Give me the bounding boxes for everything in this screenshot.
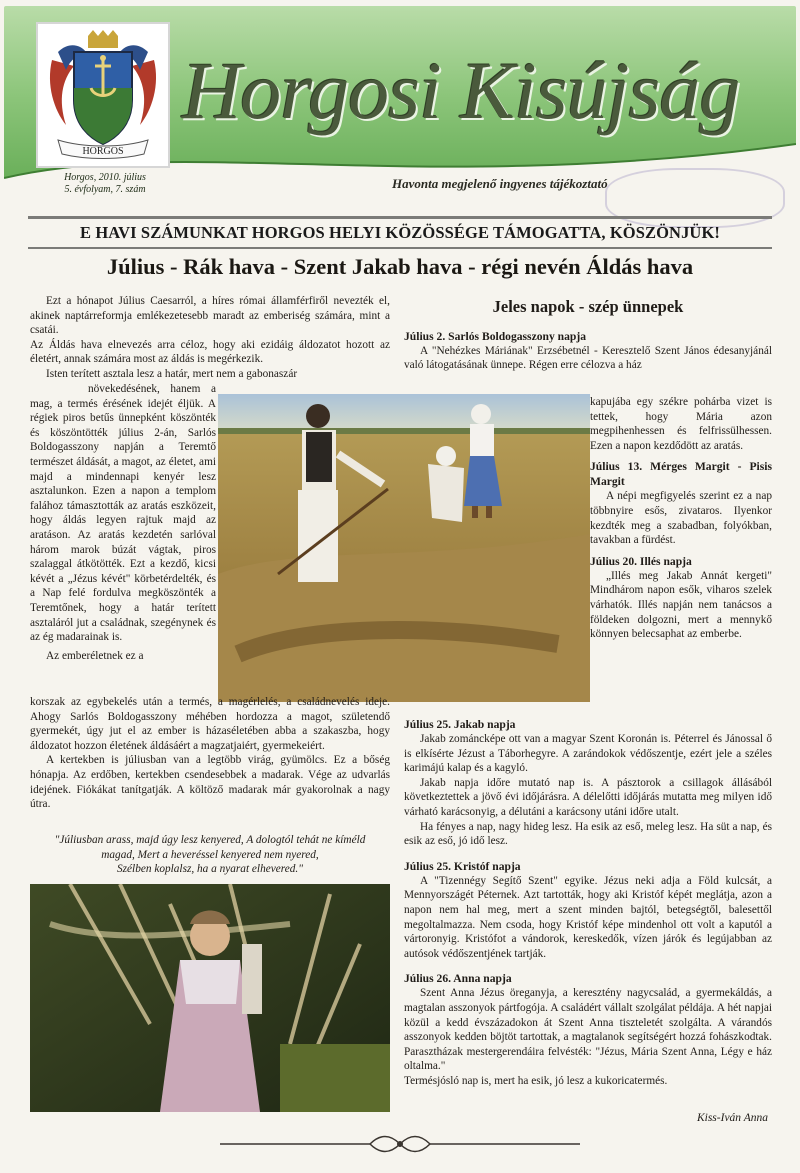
section-title: Július 2. Sarlós Boldogasszony napja [404,329,587,343]
section-title: Július 20. Illés napja [590,554,692,568]
paragraph: Ha fényes a nap, nagy hideg lesz. Ha esik az eső, meleg lesz. Ha süt a nap, és esik az eső, jó idő lesz. [404,820,772,848]
paragraph: korszak az egybekelés után a termés, a magérlelés, a családnevelés ideje. Ahogy Sarlós Boldogasszony méhében hordozza a magot, születendő gyermekét, úgy jut el az ember is házaséletében abba a szakaszba, hogy áldozatot hozzon életének áldásáért a magzatjaiért, gyermekeiért. [30,696,390,752]
section-title: Július 25. Jakab napja [404,718,516,731]
paragraph: Termésjósló nap is, mert ha esik, jó lesz a kukoricatermés. [404,1074,668,1087]
harvest-photo-image [218,394,590,702]
issue-date: Horgos, 2010. július [64,172,146,183]
issue-info [40,172,170,196]
issue-number: 5. évfolyam, 7. szám [64,184,146,195]
support-notice: E HAVI SZÁMUNKAT HORGOS HELYI KÖZÖSSÉGE TÁMOGATTA, KÖSZÖNJÜK! [28,216,772,249]
left-column-lower [30,695,390,812]
paragraph: A népi megfigyelés szerint ez a nap többnyire esős, zivataros. Ilyenkor kezdték meg a szabadban, folyókban, tavakban a fürdést. [590,490,772,547]
newspaper-title: Horgosi Kisújság [182,45,740,136]
author-signature: Kiss-Iván Anna [696,1112,768,1124]
right-wrap-column [590,395,772,642]
paragraph: Jakab zománcképe ott van a magyar Szent Koronán is. Péterrel és Jánossal ő is elkísérte Jézust a Táborhegyre. A zarándokok védőszentje, ezért jele a széles karimájú kalap és a kagyló. [404,733,772,775]
main-headline: Július - Rák hava - Szent Jakab hava - régi nevén Áldás hava [106,254,694,279]
sub-headline: Jeles napok - szép ünnepek [492,297,684,316]
left-wrap-column [30,382,216,663]
paragraph: A kertekben is júliusban van a legtöbb virág, gyümölcs. Ez a bőség hónapja. Az erdőben, kertekben csendesebbek a madarak. Vége az udvarlás idejének. Fiókákat tanítgatják. A költöző madarak már gyakorolnak a nagy útra. [30,754,390,811]
child-with-wheat-photo [30,884,390,1112]
crest-label: HORGOS [82,146,124,157]
paragraph: Az emberéletnek ez a [46,649,144,662]
child-photo-image [30,884,390,1112]
poem-line: "Júliusban arass, majd úgy lesz kenyered, A dologtól tehát ne kíméld [54,834,366,846]
proverb-poem [30,833,390,877]
crest-frame [36,22,170,168]
poem-line: Szélben koplalsz, ha a nyarat elhevered." [117,863,303,876]
section-title: Július 13. Mérges Margit - Pisis Margit [590,460,772,489]
section-title: Július 26. Anna napja [404,972,512,986]
right-column-lower [404,711,772,1088]
paragraph: növekedésének, hanem a mag, a termés érésének idejét éljük. A régiek piros betűs ünnepként köszönték és köszöntötték július 2-án, Sarlós Boldogasszony napján a Teremtő természet áldását, a magot, az életet, ami majd a mindennapi kenyér lesz asztalunkon. Ezen a napon a templom falához támasztották az aratás eszközeit, hogy áldás legyen rajtuk majd az aratáson. Az aratás kezdetén sarlóval három marok búzát vágtak, piros szalaggal átkötötték. Ezt a kezdő, kicsi kévét a „Jézus kévét" körbetérdelték, és a Nap felé fordulva megköszönték a Teremtőnek, hogy a határ terített asztaláról jut a családnak, szegénynek és az ég madarainak is. [30,383,216,644]
decorative-divider-icon [210,1134,590,1154]
paragraph: Az Áldás hava elnevezés arra céloz, hogy aki ezidáig áldozatot hozott az életért, annak számára most az áldás is megérkezik. [30,338,390,366]
horgos-coat-of-arms-icon [44,30,162,162]
paragraph: „Illés meg Jakab Annát kergeti" Mindhárom napon esők, viharos szelek várhatók. Illés napján nem tanácsos a földeken dolgozni, mert a mennykő könnyen belecsaphat az emberbe. [590,569,772,641]
paragraph: kapujába egy székre pohárba vizet is tettek, hogy Mária azon megpihenhessen és felfrissülhessen. Ezen a napon kezdődött az aratás. [590,396,772,452]
paragraph: Jakab napja időre mutató nap is. A pásztorok a csillagok állásából következtettek a jövő évi időjárásra. A délelőtti időjárás mutatta meg milyen idő várható karácsonyig, a délutáni a karácsony utáni időre utalt. [404,776,772,818]
paragraph: Ezt a hónapot Július Caesarról, a híres római államférfiről nevezték el, akinek naptárreformja emlékezetesebb maradt az emberiség számára, mint a csatái. [30,295,390,337]
paragraph: A "Nehézkes Máriának" Erzsébetnél - Keresztelő Szent János édesanyjánál való látogatásának ünnepe. Régen erre célozva a ház [404,344,772,372]
paragraph: Szent Anna Jézus öreganyja, a keresztény nagycsalád, a gyermekáldás, a magtalan asszonyok pártfogója. A családért vállalt szolgálat példája. A hét napjai közül a kedd évszázadokon át Szent Anna tiszteletét szolgálta. A várandós asszonyok kedden böjtöt tartottak, a magtalanok segítségért hozzá fohászkodtak. Parasztházak mestergerendáira felvésték: "Jézus, Mária Szent Anna, Légy e ház oltalma." [404,987,772,1073]
harvest-photo [218,394,590,702]
left-column-top [30,294,390,382]
tagline: Havonta megjelenő ingyenes tájékoztató [392,176,608,191]
right-column [404,297,772,373]
section-title: Július 25. Kristóf napja [404,859,521,873]
paragraph: Isten terített asztala lesz a határ, mert nem a gabonaszár [46,367,298,380]
poem-line: magad, Mert a heveréssel kenyered nem nyered, [101,848,319,861]
paragraph: A "Tizennégy Segítő Szent" egyike. Jézus neki adja a Föld kulcsát, a Mennyországét Péternek. Azt tartották, hogy aki Kristóf képét meglátja, azon a napon nem hal meg, mert a szent minden bajtól, betegségtől, balesettől megoltalmazza. Nem csoda, hogy Kristóf képe mindenhol ott volt a kaputól a vártoronyig. Kristófot a vándorok, kereskedők, vízen járók és legújabban az autósok védőszentjének tartják. [404,874,772,960]
